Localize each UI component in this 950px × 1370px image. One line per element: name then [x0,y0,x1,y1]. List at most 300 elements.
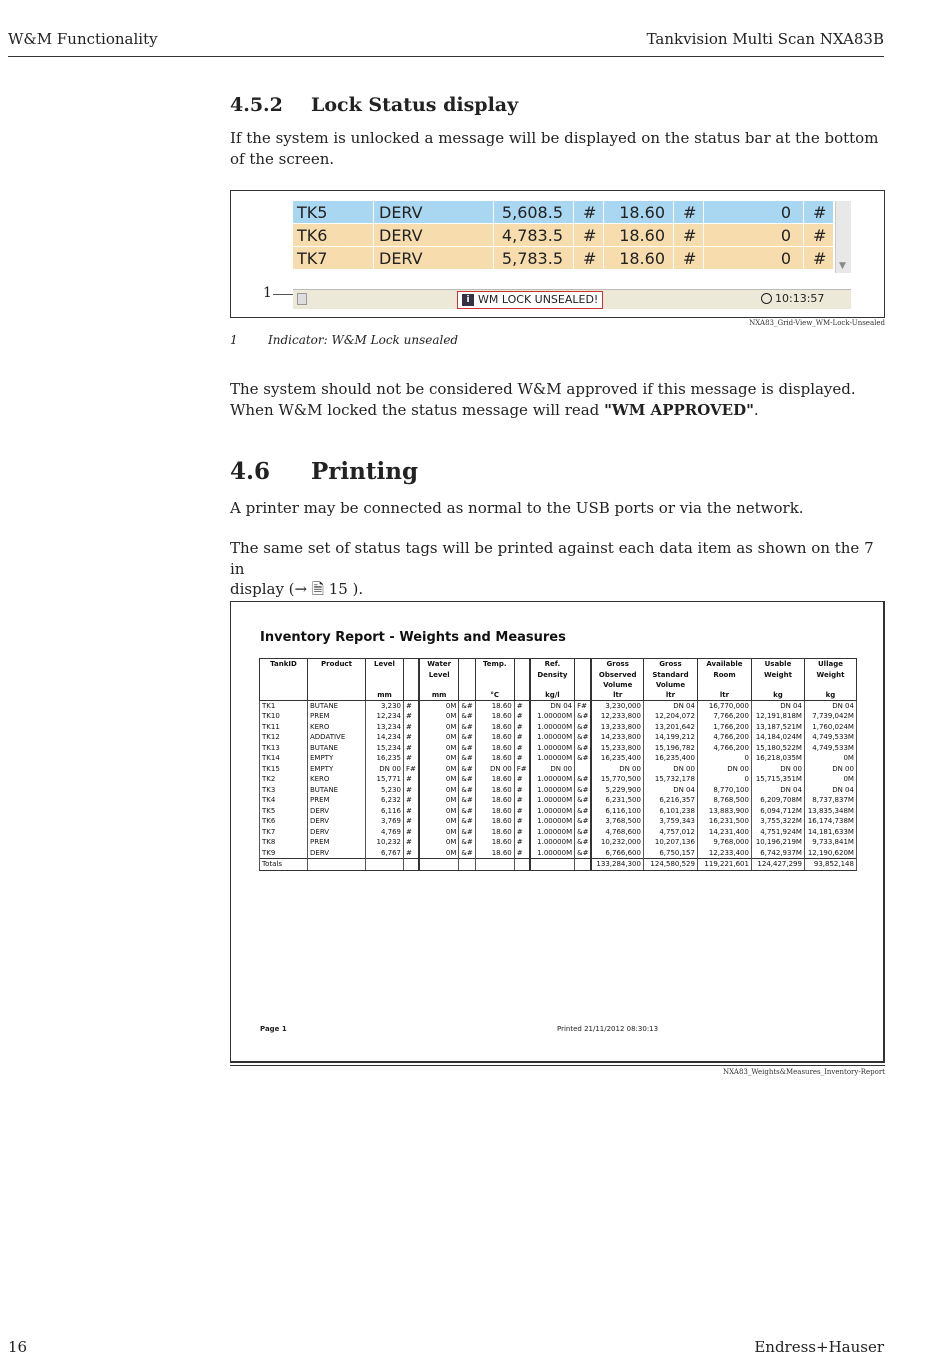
report-cell: 16,235,400 [591,753,643,764]
report-cell: DN 04 [530,701,575,712]
approved-status-text: "WM APPROVED" [604,400,754,419]
report-cell: # [404,827,419,838]
report-cell: DERV [308,848,366,859]
report-cell [419,859,459,870]
report-cell: 4,766,200 [697,732,751,743]
report-cell [575,859,592,870]
report-cell: TK15 [260,764,308,775]
report-cell: 0M [419,764,459,775]
report-cell: 1.00000M [530,827,575,838]
report-cell: PREM [308,837,366,848]
report-cell: TK8 [260,837,308,848]
report-row [260,722,857,733]
approval-note-text: When W&M locked the status message will read [230,400,605,419]
grid-cell-temp: 18.60 [619,226,665,245]
report-cell: 16,770,000 [697,701,751,712]
report-cell: TK4 [260,795,308,806]
report-cell: 18.60 [475,827,514,838]
report-column-header [475,659,514,701]
report-page: Page 1 [260,1025,287,1033]
report-cell: # [404,743,419,754]
report-cell: 0M [419,743,459,754]
report-column-unit: mm [431,690,447,699]
report-cell: 4,751,924M [751,827,804,838]
report-cell: 15,771 [366,774,404,785]
report-row [260,701,857,712]
report-cell: 6,742,937M [751,848,804,859]
report-row [260,753,857,764]
report-cell: &# [459,795,475,806]
report-cell [459,859,475,870]
report-cell: 16,174,738M [804,816,856,827]
report-cell: # [514,774,529,785]
report-cell: DERV [308,806,366,817]
report-cell: Totals [260,859,308,870]
grid-cell-zero: 0 [780,226,791,245]
report-cell: 0M [419,837,459,848]
report-cell: BUTANE [308,785,366,796]
grid-cell-s3: # [813,203,827,222]
report-cell: # [514,806,529,817]
report-cell: 0M [419,848,459,859]
report-cell: DN 04 [751,701,804,712]
grid-cell-temp: 18.60 [619,249,665,268]
report-column-header [804,659,856,701]
report-cell: &# [575,753,592,764]
report-cell: &# [575,722,592,733]
report-cell: 18.60 [475,795,514,806]
grid-cell-temp: 18.60 [619,203,665,222]
grid-cell-zero: 0 [780,203,791,222]
report-column-label: Ullage Weight [816,660,845,679]
report-cell: 1.00000M [530,785,575,796]
report-column-unit: kg [773,690,783,699]
report-cell: 18.60 [475,722,514,733]
approval-note-line1: The system should not be considered W&M approved if this message is displayed. [230,380,856,398]
report-cell: 18.60 [475,816,514,827]
report-column-unit: ltr [665,690,676,699]
report-cell: 0M [419,701,459,712]
report-cell: 0M [419,774,459,785]
report-row [260,764,857,775]
report-cell: 18.60 [475,837,514,848]
report-cell: 12,233,400 [697,848,751,859]
running-header-right: Tankvision Multi Scan NXA83B [646,30,884,48]
report-totals-row [260,859,857,870]
report-cell: 0M [419,785,459,796]
report-cell: &# [575,743,592,754]
report-cell: PREM [308,711,366,722]
report-cell: # [404,722,419,733]
report-cell: 10,196,219M [751,837,804,848]
report-cell: # [514,732,529,743]
info-icon: i [462,294,474,306]
report-cell: 0M [419,806,459,817]
report-cell: # [404,837,419,848]
report-cell: DN 00 [530,764,575,775]
report-cell: 0M [804,774,856,785]
report-cell: 6,101,238 [643,806,697,817]
figure-id: NXA83_Weights&Measures_Inventory-Report [723,1068,885,1076]
report-cell: 18.60 [475,711,514,722]
report-cell: 1.00000M [530,722,575,733]
report-cell: &# [459,848,475,859]
report-cell: &# [575,806,592,817]
report-cell: TK2 [260,774,308,785]
report-cell: TK7 [260,827,308,838]
report-cell: 12,190,620M [804,848,856,859]
report-column-label: Usable Weight [763,660,792,679]
section-intro: If the system is unlocked a message will be displayed on the status bar at the bottom of the screen. [230,129,879,168]
report-cell: TK13 [260,743,308,754]
report-column-label: Product [321,660,352,668]
report-printed: Printed 21/11/2012 08:30:13 [557,1025,659,1033]
grid-column-separator [603,224,604,246]
figure-id: NXA83_Grid-View_WM-Lock-Unsealed [749,319,885,327]
report-cell: DN 00 [697,764,751,775]
report-cell: DN 04 [643,785,697,796]
report-column-label: Gross Standard Volume [652,660,689,689]
report-cell: &# [459,837,475,848]
report-cell: 6,116 [366,806,404,817]
report-cell: DN 04 [643,701,697,712]
report-cell: &# [575,711,592,722]
report-cell: 6,209,708M [751,795,804,806]
report-row [260,827,857,838]
report-cell: 14,231,400 [697,827,751,838]
report-column-label: Available Room [706,660,743,679]
report-cell: 14,199,212 [643,732,697,743]
report-column-header [514,659,529,701]
grid-cell-zero: 0 [780,249,791,268]
report-column-unit: ltr [613,690,623,699]
report-cell: # [514,743,529,754]
report-cell: 9,733,841M [804,837,856,848]
report-cell: 15,233,800 [591,743,643,754]
report-cell: 12,191,818M [751,711,804,722]
grid-column-separator [603,201,604,223]
report-cell: 5,229,900 [591,785,643,796]
grid-row[interactable] [293,247,833,269]
report-cell: 18.60 [475,753,514,764]
grid-row[interactable] [293,201,833,223]
report-cell: 0 [697,774,751,785]
report-cell: 7,766,200 [697,711,751,722]
report-cell: TK12 [260,732,308,743]
brand-name: Endress+Hauser [754,1338,884,1356]
report-column-header [366,659,404,701]
report-row [260,743,857,754]
report-cell: # [404,795,419,806]
report-cell: 6,767 [366,848,404,859]
report-cell: 15,770,500 [591,774,643,785]
report-cell: &# [459,774,475,785]
grid-column-separator [493,201,494,223]
report-cell: 8,768,500 [697,795,751,806]
report-cell: 15,715,351M [751,774,804,785]
report-cell: # [514,816,529,827]
report-cell: 3,759,343 [643,816,697,827]
report-cell: 6,750,157 [643,848,697,859]
report-cell: &# [575,732,592,743]
report-row [260,795,857,806]
report-column-header [575,659,592,701]
report-cell: 0M [419,732,459,743]
report-cell: &# [459,701,475,712]
report-cell: 13,201,642 [643,722,697,733]
report-cell: TK3 [260,785,308,796]
grid-cell-s2: # [683,226,697,245]
report-cell: 15,732,178 [643,774,697,785]
report-column-unit: °C [490,690,500,699]
grid-cell-product: DERV [379,249,423,268]
grid-cell-s2: # [683,203,697,222]
report-table [259,658,857,871]
tank-grid [293,201,851,271]
report-cell: # [404,732,419,743]
grid-column-separator [493,247,494,269]
grid-cell-product: DERV [379,203,423,222]
report-cell: 1.00000M [530,848,575,859]
figure-rule [230,1065,885,1066]
grid-cell-s3: # [813,249,827,268]
report-row [260,774,857,785]
report-cell: &# [459,753,475,764]
header-rule [8,56,884,57]
approval-note-end: . [753,400,759,419]
report-cell: 0M [419,827,459,838]
report-cell: 12,233,800 [591,711,643,722]
report-cell: 13,233,800 [591,722,643,733]
report-cell: 6,766,600 [591,848,643,859]
report-cell: 18.60 [475,743,514,754]
report-cell: 124,427,299 [751,859,804,870]
report-cell: EMPTY [308,764,366,775]
report-column-label: Water Level [427,660,452,679]
report-cell: 13,187,521M [751,722,804,733]
report-column-header [530,659,575,701]
report-cell [308,859,366,870]
lock-status-figure [230,190,885,318]
report-cell: # [404,806,419,817]
report-cell: 3,768,500 [591,816,643,827]
report-cell: BUTANE [308,701,366,712]
report-cell: KERO [308,774,366,785]
report-column-header [404,659,419,701]
report-column-unit: kg/l [545,690,560,699]
report-cell: 4,749,533M [804,743,856,754]
report-column-unit: ltr [719,690,730,699]
inventory-report-figure [230,601,885,1063]
report-cell: # [404,701,419,712]
grid-column-separator [673,224,674,246]
report-cell: 10,232,000 [591,837,643,848]
grid-cell-tank: TK7 [297,249,328,268]
report-cell: DN 04 [804,785,856,796]
report-cell: 10,232 [366,837,404,848]
report-cell: 1.00000M [530,732,575,743]
report-cell: TK14 [260,753,308,764]
report-cell: 16,235 [366,753,404,764]
report-cell: 4,749,533M [804,732,856,743]
grid-cell-value: 5,608.5 [501,203,563,222]
report-cell: 6,216,357 [643,795,697,806]
grid-column-separator [573,224,574,246]
report-cell: 4,766,200 [697,743,751,754]
report-cell: 6,094,712M [751,806,804,817]
report-cell: 18.60 [475,785,514,796]
grid-column-separator [573,247,574,269]
report-cell: 1.00000M [530,774,575,785]
report-cell: # [514,701,529,712]
section-title: Printing [311,458,419,485]
lock-status-text: WM LOCK UNSEALED! [478,293,599,306]
report-cell: EMPTY [308,753,366,764]
report-row [260,732,857,743]
grid-cell-tank: TK5 [297,203,328,222]
report-cell: 8,770,100 [697,785,751,796]
grid-cell-value: 5,783.5 [501,249,563,268]
grid-cell-s1: # [583,226,597,245]
report-cell: F# [575,701,592,712]
report-cell: # [514,848,529,859]
report-cell: # [404,711,419,722]
report-cell: &# [459,743,475,754]
report-cell: 18.60 [475,848,514,859]
report-cell: TK10 [260,711,308,722]
report-cell: 0M [419,795,459,806]
report-cell: 1.00000M [530,816,575,827]
report-column-header [308,659,366,701]
clock-icon [761,293,772,304]
report-cell: F# [404,764,419,775]
report-cell: 15,196,782 [643,743,697,754]
report-cell: 5,230 [366,785,404,796]
grid-column-separator [803,247,804,269]
report-cell: &# [575,848,592,859]
report-column-header [591,659,643,701]
report-cell: TK1 [260,701,308,712]
report-cell: 14,234 [366,732,404,743]
report-cell: KERO [308,722,366,733]
grid-cell-tank: TK6 [297,226,328,245]
report-cell: &# [575,837,592,848]
report-column-header [419,659,459,701]
report-cell: &# [459,764,475,775]
report-column-label: TankID [270,660,297,668]
report-cell: 1,760,024M [804,722,856,733]
page-number: 16 [8,1338,28,1356]
report-cell: DN 00 [751,764,804,775]
grid-cell-product: DERV [379,226,423,245]
report-cell: DN 04 [804,701,856,712]
report-cell [575,764,592,775]
report-cell: TK5 [260,806,308,817]
report-cell: 16,231,500 [697,816,751,827]
report-cell: 3,755,322M [751,816,804,827]
report-cell: &# [575,774,592,785]
grid-column-separator [373,247,374,269]
report-cell: 0M [419,711,459,722]
report-cell: &# [459,711,475,722]
report-cell: 9,768,000 [697,837,751,848]
printing-para2 [230,538,885,600]
report-column-header [697,659,751,701]
report-row [260,848,857,859]
report-cell: 18.60 [475,732,514,743]
report-cell: &# [459,827,475,838]
report-cell: DERV [308,816,366,827]
report-cell: 6,231,500 [591,795,643,806]
report-cell: 10,207,136 [643,837,697,848]
report-cell: 12,234 [366,711,404,722]
scroll-down-icon[interactable]: ▼ [839,261,846,271]
report-cell: 16,218,035M [751,753,804,764]
grid-column-separator [803,224,804,246]
report-cell: 0M [419,722,459,733]
report-cell: DN 00 [475,764,514,775]
report-cell: 4,768,600 [591,827,643,838]
report-cell: 1.00000M [530,806,575,817]
grid-cell-s3: # [813,226,827,245]
report-cell: DERV [308,827,366,838]
report-cell: # [404,785,419,796]
report-cell: &# [575,785,592,796]
report-cell [514,859,529,870]
printing-para2-line2: display (→ 🗎 15 ). [230,580,364,598]
section-title: Lock Status display [311,94,519,116]
report-column-label: Level [374,660,395,668]
report-cell: 6,232 [366,795,404,806]
caption-number: 1 [230,333,238,347]
report-cell: BUTANE [308,743,366,754]
report-cell: 12,204,072 [643,711,697,722]
report-cell: &# [459,806,475,817]
report-cell: TK9 [260,848,308,859]
report-cell: 15,234 [366,743,404,754]
vertical-scrollbar[interactable] [835,201,851,273]
report-column-unit: kg [825,690,836,699]
report-cell: # [514,827,529,838]
report-cell: TK11 [260,722,308,733]
report-cell: # [514,795,529,806]
grid-cell-value: 4,783.5 [501,226,563,245]
report-cell: &# [575,816,592,827]
report-cell: # [514,722,529,733]
grid-column-separator [493,224,494,246]
approval-note [230,379,885,420]
report-cell: DN 00 [366,764,404,775]
report-cell: 1.00000M [530,795,575,806]
report-cell: 4,757,012 [643,827,697,838]
report-cell: 0 [697,753,751,764]
grid-row[interactable] [293,224,833,246]
grip-icon [297,293,307,305]
report-cell: # [514,711,529,722]
report-cell: 3,769 [366,816,404,827]
status-clock [761,292,824,305]
report-cell: 4,769 [366,827,404,838]
report-cell: 133,284,300 [591,859,643,870]
report-title: Inventory Report - Weights and Measures [260,630,566,645]
report-cell: DN 00 [591,764,643,775]
report-cell: 1,766,200 [697,722,751,733]
grid-column-separator [603,247,604,269]
report-cell: &# [459,732,475,743]
report-cell: &# [459,722,475,733]
printing-para2-line1: The same set of status tags will be printed against each data item as shown on the 7 in [230,539,874,578]
report-row [260,837,857,848]
